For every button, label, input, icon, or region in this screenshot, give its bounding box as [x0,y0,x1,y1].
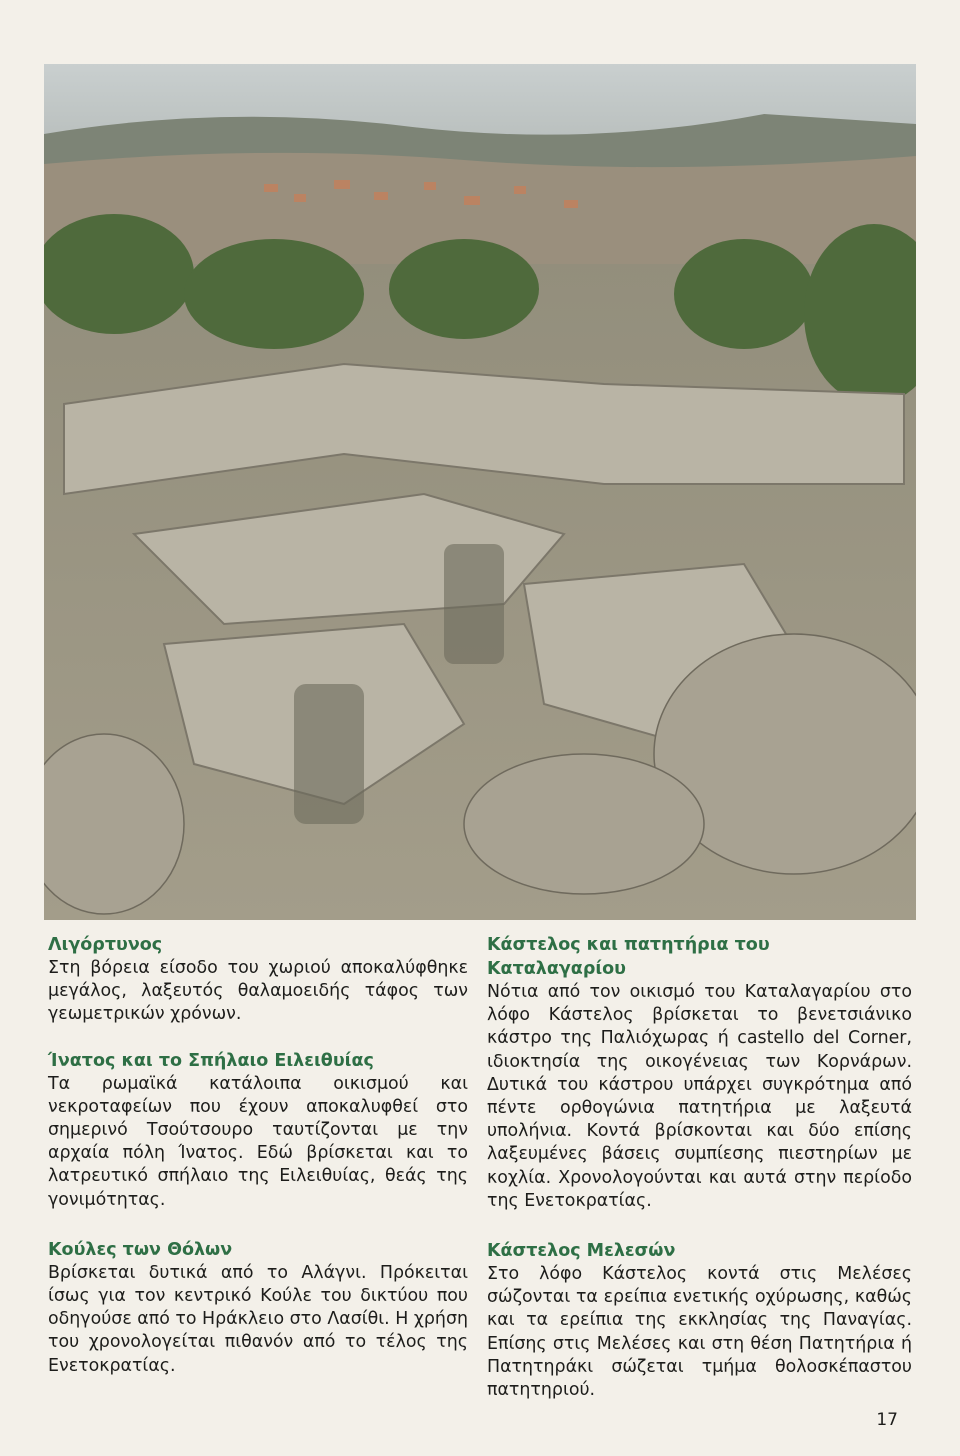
section-title: Ίνατος και το Σπήλαιο Ειλειθυίας [48,1050,374,1071]
left-column [48,933,468,1398]
section-title: Λιγόρτυνος [48,935,163,955]
section-inatos [48,1049,468,1212]
right-column [487,933,912,1422]
section-koules-tholon [48,1238,468,1378]
section-text: Νότια από τον οικισμό του Καταλαγαρίου στο λόφο Κάστελος βρίσκεται το βενετσιάνικο κάστρο της Παλιόχωρας ή castello del Corner, ιδιοκτησία της οικογένειας των Κορνάρων. Δυτικά του κάστρου υπάρχει συγκρότημα από πέντε ορθογώνια πατητήρια με λαξευτά υπολήνια. Κοντά βρίσκονται και δύο επίσης λαξευμένες βάσεις συμπίεσης πιεστηρίων με κοχλία. Χρονολογούνται και αυτά στην περίοδο της Ενετοκρατίας. [487,982,912,1211]
section-title: Κάστελος Μελεσών [487,1241,676,1262]
section-kastelos-meleson [487,1239,912,1402]
page-number: 17 [876,1410,898,1430]
section-kastelos-katalagariou [487,933,912,1213]
section-text: Βρίσκεται δυτικά από το Αλάγνι. Πρόκειται ίσως για τον κεντρικό Κούλε του δικτύου που οδηγούσε από το Ηράκλειο στο Λασίθι. Η χρήση του χρονολογείται πιθανόν από το τέλος της Ενετοκρατίας. [48,1262,468,1376]
archaeological-site-photo [44,64,916,920]
section-ligortynos [48,933,468,1027]
section-text: Στη βόρεια είσοδο του χωριού αποκαλύφθηκε μεγάλος, λαξευτός θαλαμοειδής τάφος των γεωμετρικών χρόνων. [48,958,468,1025]
section-text: Τα ρωμαϊκά κατάλοιπα οικισμού και νεκροταφείων που έχουν αποκαλυφθεί στο σημερινό Τσούτσουρο ταυτίζονται με την αρχαία πόλη Ίνατος. Εδώ βρίσκεται και το λατρευτικό σπήλαιο της Ειλειθυίας, θεάς της γονιμότητας. [48,1073,468,1210]
section-text: Στο λόφο Κάστελος κοντά στις Μελέσες σώζονται τα ερείπια ενετικής οχύρωσης, καθώς και τα ερείπια της εκκλησίας της Παναγίας. Επίσης στις Μελέσες και στη θέση Πατητήρια ή Πατητηράκι σώζεται τμήμα θολοσκέπαστου πατητηριού. [487,1264,912,1401]
section-title: Κούλες των Θόλων [48,1239,233,1260]
section-title: Κάστελος και πατητήρια του Καταλαγαρίου [487,935,770,979]
photo-illustration [44,64,916,920]
